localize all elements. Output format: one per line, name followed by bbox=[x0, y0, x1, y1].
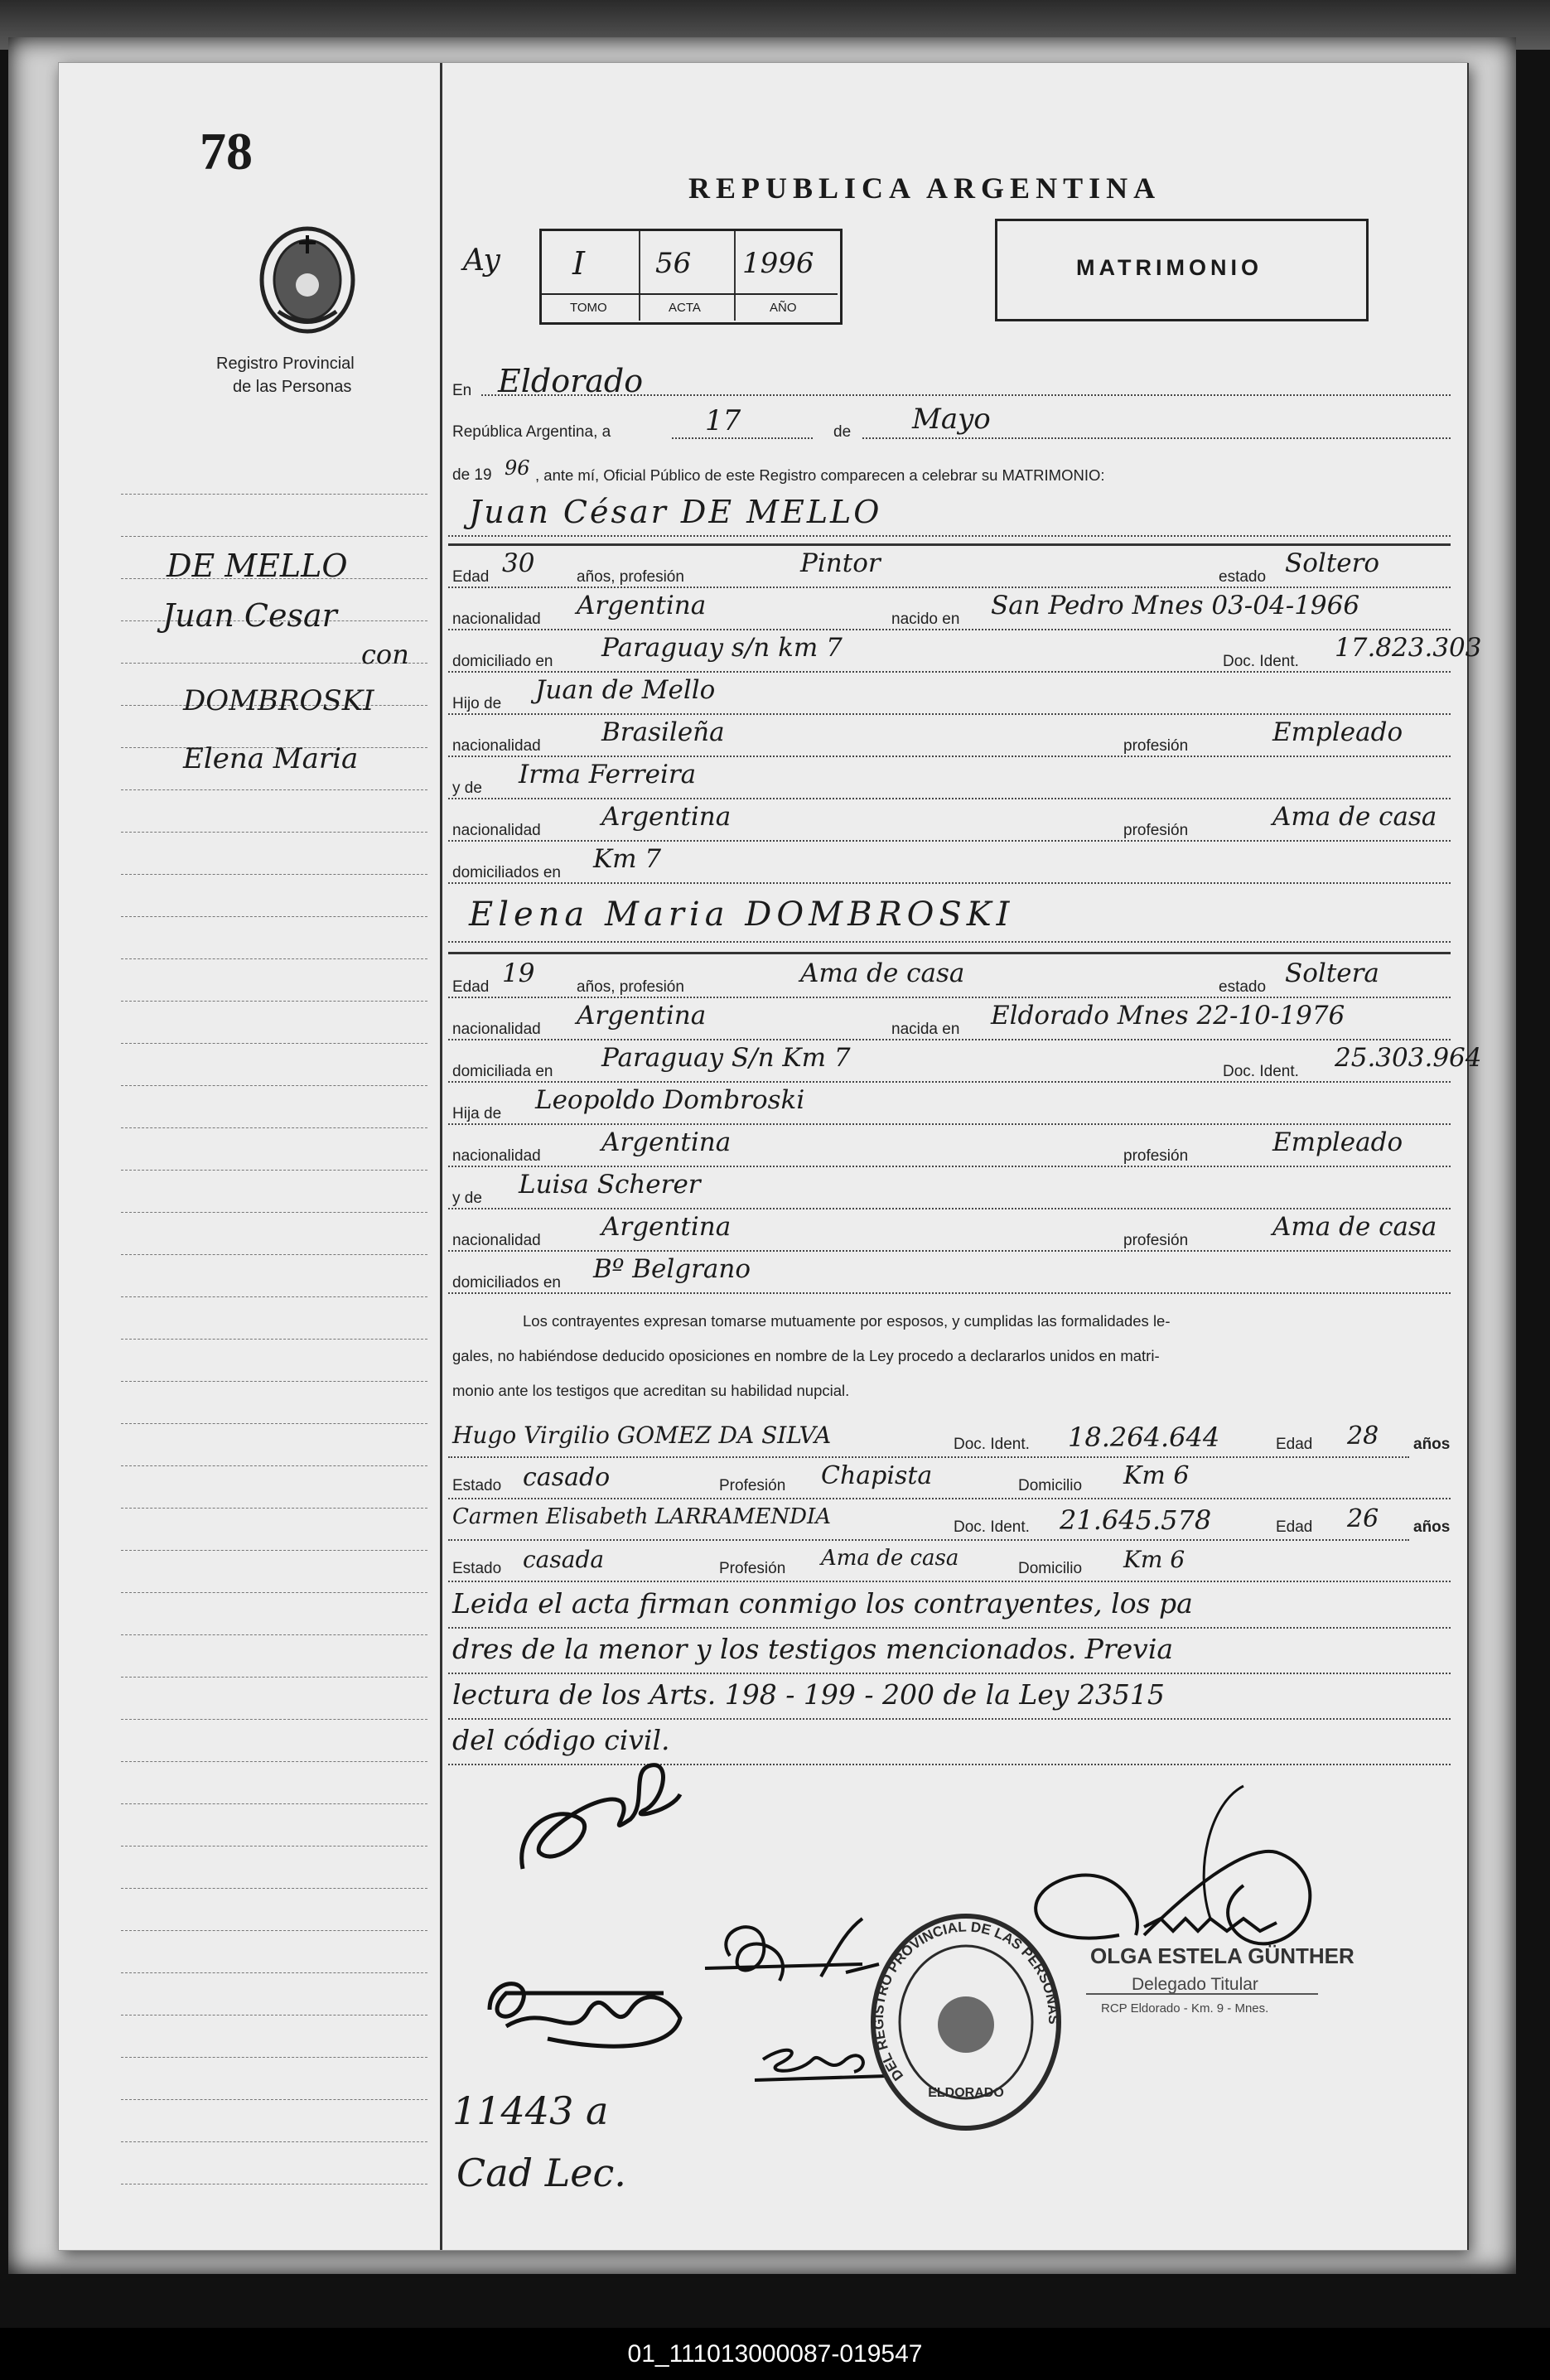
margin-ruling-line bbox=[121, 958, 427, 959]
witness2-address: Km 6 bbox=[1123, 1546, 1185, 1573]
witness1-profession: Chapista bbox=[821, 1461, 933, 1490]
groom-prof-label: profesión bbox=[1123, 822, 1189, 839]
month-value: Mayo bbox=[912, 403, 991, 436]
registry-name-line2: de las Personas bbox=[233, 378, 352, 396]
margin-ruling-line bbox=[121, 2141, 427, 2142]
act-type: MATRIMONIO bbox=[1076, 255, 1263, 280]
coat-of-arms-icon bbox=[254, 220, 361, 340]
groom-domicilio-label: domiciliado en bbox=[452, 653, 553, 670]
bride-address: Paraguay S/n Km 7 bbox=[601, 1043, 851, 1073]
bride-domicilio-label: domiciliada en bbox=[452, 1063, 553, 1080]
groom-estado: Soltero bbox=[1285, 548, 1380, 578]
witness2-doc: 21.645.578 bbox=[1060, 1504, 1212, 1536]
bride-doc: 25.303.964 bbox=[1335, 1043, 1482, 1073]
registry-stamp bbox=[867, 1910, 1065, 2138]
witness1-address: Km 6 bbox=[1123, 1461, 1190, 1490]
bride-profesion-label: años, profesión bbox=[577, 978, 684, 996]
registry-name-line1: Registro Provincial bbox=[216, 355, 355, 373]
margin-ruling-line bbox=[121, 832, 427, 833]
margin-surname-bride: DOMBROSKI bbox=[183, 684, 374, 717]
margin-ruling-line bbox=[121, 1634, 427, 1635]
margin-ruling-line bbox=[121, 916, 427, 917]
margin-ruling-line bbox=[121, 2099, 427, 2100]
tomo-value: I bbox=[572, 245, 586, 282]
form-fill-line bbox=[448, 840, 1451, 842]
margin-ruling-line bbox=[121, 1592, 427, 1593]
officer-title: Delegado Titular bbox=[1132, 1975, 1258, 1994]
groom-doc: 17.823.303 bbox=[1335, 633, 1482, 663]
margin-ruling-line bbox=[121, 1761, 427, 1762]
witness1-name: Hugo Virgilio GOMEZ DA SILVA bbox=[452, 1422, 832, 1449]
groom-birth: San Pedro Mnes 03-04-1966 bbox=[991, 591, 1360, 620]
document-page: 78 Registro Provincial de las Personas REPUBLICA ARGENTINA Ay I 56 1996 TOMO ACTA AÑO MATRIMONIO En Eldorado República Argentina, a 17 de Mayo de 19 96 , ante mí, Oficial Público de este Registro comparecen a celebrar su MATRIMONIO: Juan César DE MELLO Elena Maria DOMBROSKI Los contrayentes expresan tomarse mutuamente por esposos, y cumplidas las formalidades le- gales, no habiéndose deducido oposiciones en nombre de la Ley procedo a declararlos unidos en matri- monio ante los testigos que acreditan su habilidad nupcial. Hugo Virgilio GOMEZ DA SILVA Doc. Ident. 18.264.644 Edad 28 años Estado casado Profesión Chapista Domicilio Km 6 Carmen Elisabeth LARRAMENDIA Doc. Ident. 21.645.578 Edad 26 años Estado casada Profesión Ama de casa Domicilio Km 6 Leida el acta firman conmigo los contrayentes, los pa dres de la menor y los testigos mencionados. Previa lectura de los Arts. 198 - 199 - 200 de la Ley 23515 del código civil. OLGA ESTELA GÜNTHER Delegado Titular RCP Eldorado - Km. 9 - Mnes. DEL REGISTRO PROVINCIAL DE LAS PERSONAS ELDORADO 11443 a Cad Lec. DE MELLO Juan Cesar con DOMBROSKI Elena Maria Edad 30 años, profesión Pintor estado Soltero nacionalidad Argentina nacido en San Pedro Mnes 03-04-1966 domiciliado en Paraguay s/n km 7 Doc. Ident. 17.823.303 Hijo de Juan de Mello nacionalidad Brasileña profesión Empleado y de Irma Ferreira nacionalidad Argentina profesión Ama de casa domiciliados en Km 7 Edad 19 años, profesión Ama de casa estado Soltera nacionalidad Argentina nacida en Eldorado Mnes 22-10-1976 domiciliada en Paraguay S/n Km 7 Doc. Ident. 25.303.964 Hija de Leopoldo Dombroski nacionalidad Argentina profesión Empleado y de Luisa Scherer nacionalidad Argentina profesión Ama de casa domiciliados en Bº Belgrano bbox=[58, 62, 1468, 2251]
witness2-name: Carmen Elisabeth LARRAMENDIA bbox=[452, 1504, 832, 1529]
declaration-line3: monio ante los testigos que acreditan su habilidad nupcial. bbox=[452, 1382, 850, 1399]
margin-ruling-line bbox=[121, 536, 427, 537]
bride-nacionalidad-label: nacionalidad bbox=[452, 1232, 541, 1249]
margin-ruling-line bbox=[121, 1339, 427, 1340]
groom-edad-label: Edad bbox=[452, 568, 490, 586]
form-fill-line bbox=[448, 1292, 1451, 1294]
groom-parents-address: Km 7 bbox=[593, 844, 662, 874]
annotation-line2: Cad Lec. bbox=[456, 2151, 626, 2195]
margin-ruling-line bbox=[121, 1423, 427, 1424]
margin-ruling-line bbox=[121, 1846, 427, 1847]
declaration-line1: Los contrayentes expresan tomarse mutuamente por esposos, y cumplidas las formalidades le- bbox=[523, 1312, 1171, 1330]
place-value: Eldorado bbox=[498, 363, 644, 399]
form-fill-line bbox=[448, 1081, 1451, 1083]
groom-domiciliados-label: domiciliados en bbox=[452, 864, 561, 881]
margin-ruling-line bbox=[121, 1550, 427, 1551]
country-title: REPUBLICA ARGENTINA bbox=[688, 171, 1161, 205]
ano-label: AÑO bbox=[770, 301, 797, 315]
bride-mother: Luisa Scherer bbox=[519, 1170, 701, 1200]
witness2-age: 26 bbox=[1347, 1504, 1379, 1533]
margin-ruling-line bbox=[121, 1127, 427, 1128]
acta-value: 56 bbox=[655, 247, 692, 280]
margin-ruling-line bbox=[121, 1930, 427, 1931]
form-fill-line bbox=[448, 713, 1451, 715]
groom-estado-label: estado bbox=[1219, 568, 1267, 586]
margin-ruling-line bbox=[121, 1972, 427, 1973]
margin-given-bride: Elena Maria bbox=[183, 742, 359, 775]
groom-mother-prof: Ama de casa bbox=[1272, 802, 1437, 832]
groom-mother-nat: Argentina bbox=[601, 802, 732, 832]
declaration-line2: gales, no habiéndose deducido oposiciones en nombre de la Ley procedo a declararlos unidos en matri- bbox=[452, 1347, 1160, 1364]
form-fill-line bbox=[448, 997, 1451, 998]
bride-domiciliados-label: domiciliados en bbox=[452, 1274, 561, 1291]
bride-estado-label: estado bbox=[1219, 978, 1267, 996]
groom-yde-label: y de bbox=[452, 780, 482, 797]
bride-edad-label: Edad bbox=[452, 978, 490, 996]
form-fill-line bbox=[448, 798, 1451, 799]
groom-mother: Irma Ferreira bbox=[519, 760, 697, 789]
form-fill-line bbox=[448, 1208, 1451, 1209]
groom-father: Juan de Mello bbox=[535, 675, 716, 705]
day-value: 17 bbox=[705, 404, 741, 437]
right-rule bbox=[1467, 63, 1469, 2250]
margin-surname-groom: DE MELLO bbox=[167, 548, 348, 584]
margin-ruling-line bbox=[121, 494, 427, 495]
groom-name: Juan César DE MELLO bbox=[469, 494, 882, 530]
bride-nationality: Argentina bbox=[577, 1001, 707, 1031]
witness2-profession: Ama de casa bbox=[821, 1546, 959, 1571]
margin-ruling-line bbox=[121, 1719, 427, 1720]
bride-hija-label: Hija de bbox=[452, 1105, 502, 1122]
margin-ruling-line bbox=[121, 1001, 427, 1002]
groom-father-prof: Empleado bbox=[1272, 717, 1403, 747]
stamp-inner-text: ELDORADO bbox=[928, 2086, 1004, 2100]
margin-rule bbox=[440, 63, 442, 2250]
groom-profession: Pintor bbox=[800, 548, 881, 578]
margin-ruling-line bbox=[121, 1212, 427, 1213]
bride-father-prof: Empleado bbox=[1272, 1127, 1403, 1157]
annotation-line1: 11443 a bbox=[452, 2088, 609, 2133]
groom-address: Paraguay s/n km 7 bbox=[601, 633, 843, 663]
margin-ruling-line bbox=[121, 1677, 427, 1678]
bride-parents-address: Bº Belgrano bbox=[593, 1254, 751, 1284]
bride-prof-label: profesión bbox=[1123, 1147, 1189, 1165]
margin-given-groom: Juan Cesar bbox=[162, 597, 337, 634]
form-fill-line bbox=[448, 671, 1451, 673]
margin-ruling-line bbox=[121, 1803, 427, 1804]
bride-nacida-label: nacida en bbox=[891, 1021, 960, 1038]
groom-profesion-label: años, profesión bbox=[577, 568, 684, 586]
bride-father: Leopoldo Dombroski bbox=[535, 1085, 805, 1115]
margin-ruling-line bbox=[121, 2057, 427, 2058]
closing-line3: lectura de los Arts. 198 - 199 - 200 de la Ley 23515 bbox=[452, 1678, 1165, 1711]
groom-nacionalidad-label: nacionalidad bbox=[452, 611, 541, 628]
witness1-doc: 18.264.644 bbox=[1068, 1422, 1220, 1453]
bride-profession: Ama de casa bbox=[800, 958, 965, 988]
closing-line4: del código civil. bbox=[452, 1724, 670, 1756]
page-number: 78 bbox=[200, 122, 253, 181]
margin-ruling-line bbox=[121, 1888, 427, 1889]
margin-ruling-line bbox=[121, 1508, 427, 1509]
groom-age: 30 bbox=[502, 548, 535, 578]
witness2-estado: casada bbox=[523, 1546, 605, 1573]
bride-nacionalidad-label: nacionalidad bbox=[452, 1147, 541, 1165]
margin-ruling-line bbox=[121, 1170, 427, 1171]
stamp-outer-text: DEL REGISTRO PROVINCIAL DE LAS PERSONAS bbox=[870, 1919, 1062, 2084]
bride-yde-label: y de bbox=[452, 1190, 482, 1207]
bride-age: 19 bbox=[502, 958, 535, 988]
tomo-label: TOMO bbox=[570, 301, 607, 315]
closing-line2: dres de la menor y los testigos mencionados. Previa bbox=[452, 1633, 1174, 1665]
bride-name: Elena Maria DOMBROSKI bbox=[469, 896, 1015, 934]
witness1-estado: casado bbox=[523, 1463, 611, 1492]
groom-hijo-label: Hijo de bbox=[452, 695, 502, 712]
margin-ruling-line bbox=[121, 1381, 427, 1382]
bride-signature bbox=[473, 1943, 688, 2064]
groom-signature bbox=[506, 1753, 697, 1898]
margin-ruling-line bbox=[121, 1254, 427, 1255]
form-fill-line bbox=[448, 1123, 1451, 1125]
ano-value: 1996 bbox=[742, 247, 814, 280]
officer-name: OLGA ESTELA GÜNTHER bbox=[1090, 1943, 1354, 1968]
margin-ruling-line bbox=[121, 1085, 427, 1086]
form-fill-line bbox=[448, 756, 1451, 757]
groom-nacionalidad-label: nacionalidad bbox=[452, 737, 541, 755]
form-fill-line bbox=[448, 1039, 1451, 1040]
margin-ruling-line bbox=[121, 1296, 427, 1297]
year-suffix: 96 bbox=[505, 456, 530, 480]
groom-prof-label: profesión bbox=[1123, 737, 1189, 755]
margin-note: Ay bbox=[463, 244, 500, 278]
bride-mother-prof: Ama de casa bbox=[1272, 1212, 1437, 1242]
closing-line1: Leida el acta firman conmigo los contrayentes, los pa bbox=[452, 1587, 1193, 1620]
form-fill-line bbox=[448, 1166, 1451, 1167]
bride-father-nat: Argentina bbox=[601, 1127, 732, 1157]
groom-nationality: Argentina bbox=[577, 591, 707, 620]
margin-con: con bbox=[361, 639, 409, 670]
groom-nacido-label: nacido en bbox=[891, 611, 960, 628]
officer-office: RCP Eldorado - Km. 9 - Mnes. bbox=[1101, 2001, 1269, 2016]
appearance-statement: , ante mí, Oficial Público de este Registro comparecen a celebrar su MATRIMONIO: bbox=[535, 466, 1105, 484]
bride-mother-nat: Argentina bbox=[601, 1212, 732, 1242]
margin-ruling-line bbox=[121, 789, 427, 790]
margin-ruling-line bbox=[121, 874, 427, 875]
bride-estado: Soltera bbox=[1285, 958, 1379, 988]
bride-birth: Eldorado Mnes 22-10-1976 bbox=[991, 1001, 1345, 1031]
margin-ruling-line bbox=[121, 1043, 427, 1044]
groom-father-nat: Brasileña bbox=[601, 717, 725, 747]
bride-prof-label: profesión bbox=[1123, 1232, 1189, 1249]
form-fill-line bbox=[448, 629, 1451, 630]
groom-doc-label: Doc. Ident. bbox=[1223, 653, 1299, 670]
margin-ruling-line bbox=[121, 1465, 427, 1466]
groom-nacionalidad-label: nacionalidad bbox=[452, 822, 541, 839]
form-fill-line bbox=[448, 1250, 1451, 1252]
acta-label: ACTA bbox=[669, 301, 701, 315]
image-id-footer: 01_111013000087-019547 bbox=[0, 2328, 1550, 2380]
form-fill-line bbox=[448, 882, 1451, 884]
form-fill-line bbox=[448, 587, 1451, 588]
witness1-age: 28 bbox=[1347, 1422, 1379, 1451]
bride-doc-label: Doc. Ident. bbox=[1223, 1063, 1299, 1080]
bride-nacionalidad-label: nacionalidad bbox=[452, 1021, 541, 1038]
margin-ruling-line bbox=[121, 2015, 427, 2016]
